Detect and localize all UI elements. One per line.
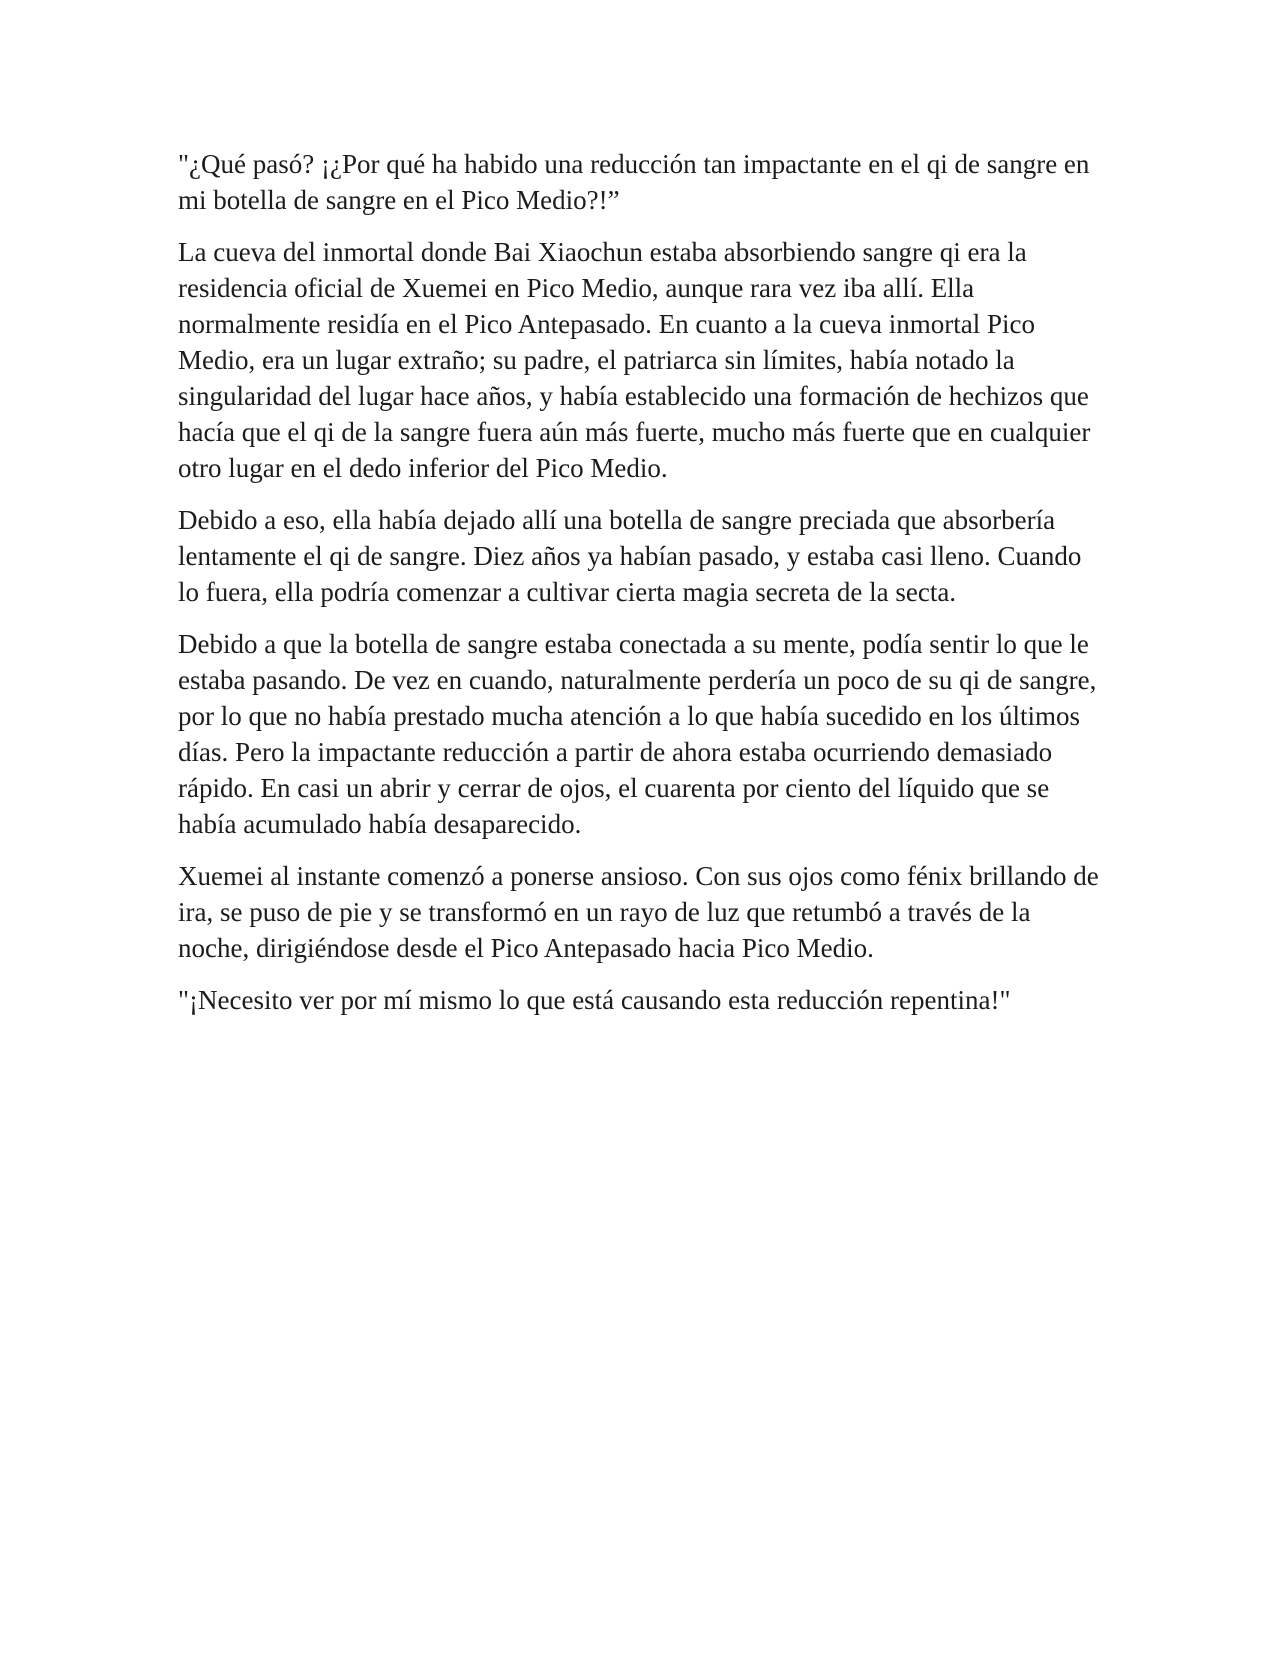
- paragraph-blood-bottle: Debido a eso, ella había dejado allí una botella de sangre preciada que absorbería lentamente el qi de sangre. Diez años ya habían pasado, y estaba casi lleno. Cuando lo fuera, ella podría comenzar a cultivar cierta magia secreta de la secta.: [178, 505, 1082, 607]
- paragraph-reduction-sensed: Debido a que la botella de sangre estaba conectada a su mente, podía sentir lo que le estaba pasando. De vez en cuando, naturalmente perdería un poco de su qi de sangre, por lo que no había prestado mucha atención a lo que había sucedido en los últimos días. Pero la impactante reducción a partir de ahora estaba ocurriendo demasiado rápido. En casi un abrir y cerrar de ojos, el cuarenta por ciento del líquido que se había acumulado había desaparecido.: [178, 629, 1097, 839]
- paragraph-dialogue-exclamation: "¡Necesito ver por mí mismo lo que está causando esta reducción repentina!": [178, 985, 1011, 1015]
- paragraph-dialogue-question: "¿Qué pasó? ¡¿Por qué ha habido una reducción tan impactante en el qi de sangre en mi botella de sangre en el Pico Medio?!”: [178, 149, 1090, 215]
- document-body: [178, 146, 1108, 1034]
- paragraph-xuemei-departs: Xuemei al instante comenzó a ponerse ansioso. Con sus ojos como fénix brillando de ira, se puso de pie y se transformó en un rayo de luz que retumbó a través de la noche, dirigiéndose desde el Pico Antepasado hacia Pico Medio.: [178, 861, 1099, 963]
- paragraph-cave-description: La cueva del inmortal donde Bai Xiaochun estaba absorbiendo sangre qi era la residencia oficial de Xuemei en Pico Medio, aunque rara vez iba allí. Ella normalmente residía en el Pico Antepasado. En cuanto a la cueva inmortal Pico Medio, era un lugar extraño; su padre, el patriarca sin límites, había notado la singularidad del lugar hace años, y había establecido una formación de hechizos que hacía que el qi de la sangre fuera aún más fuerte, mucho más fuerte que en cualquier otro lugar en el dedo inferior del Pico Medio.: [178, 237, 1091, 483]
